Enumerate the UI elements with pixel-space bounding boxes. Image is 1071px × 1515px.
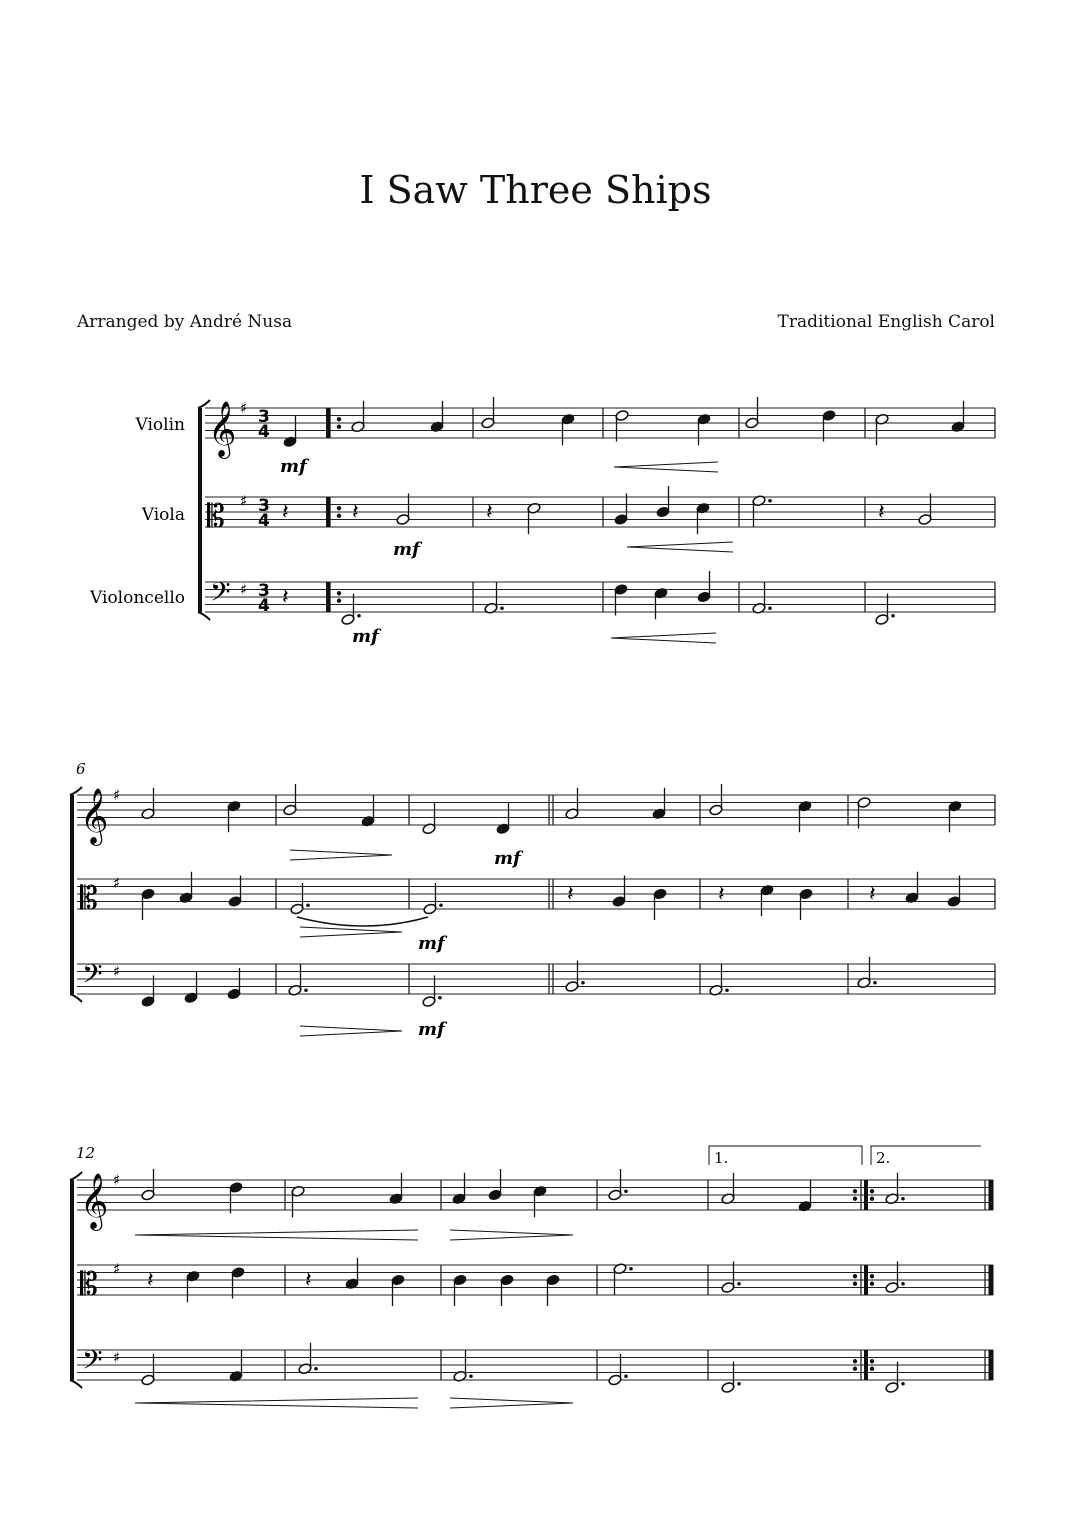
score-title: I Saw Three Ships bbox=[359, 168, 712, 212]
quarter-rest: 𝄽 bbox=[567, 882, 574, 907]
repeat-dot bbox=[853, 1282, 857, 1286]
dynamic-mf: mf bbox=[418, 1019, 445, 1040]
bracket-cap bbox=[198, 612, 210, 620]
crescendo-hairpin bbox=[135, 1230, 418, 1240]
bass-clef-icon: 𝄢 bbox=[82, 958, 103, 996]
crescendo-hairpin bbox=[135, 1398, 418, 1408]
repeat-dot bbox=[870, 1274, 874, 1278]
note-dot bbox=[306, 903, 310, 907]
repeat-dot bbox=[337, 506, 341, 510]
key-signature-sharp: ♯ bbox=[240, 399, 248, 417]
decrescendo-hairpin bbox=[300, 1026, 402, 1036]
key-signature-sharp: ♯ bbox=[113, 1171, 121, 1189]
repeat-dot bbox=[337, 599, 341, 603]
decrescendo-hairpin bbox=[300, 927, 402, 937]
repeat-dot bbox=[337, 417, 341, 421]
note-dot bbox=[891, 614, 895, 618]
note-dot bbox=[314, 1367, 318, 1371]
dynamic-mf: mf bbox=[280, 456, 307, 477]
decrescendo-hairpin bbox=[450, 1398, 573, 1408]
note-dot bbox=[737, 1282, 741, 1286]
treble-clef-icon: 𝄞 bbox=[208, 401, 237, 457]
time-signature-denominator: 4 bbox=[258, 596, 270, 616]
key-signature-sharp: ♯ bbox=[113, 962, 121, 981]
note-dot bbox=[500, 606, 504, 610]
note-dot bbox=[901, 1382, 905, 1386]
decrescendo-hairpin bbox=[450, 1230, 573, 1240]
system-3 bbox=[70, 1144, 993, 1408]
dynamic-mf: mf bbox=[393, 539, 420, 560]
dynamic-mf: mf bbox=[352, 626, 379, 647]
volta-bracket-1 bbox=[709, 1146, 862, 1165]
note-dot bbox=[624, 1189, 628, 1193]
repeat-dot bbox=[853, 1189, 857, 1193]
repeat-dot bbox=[337, 425, 341, 429]
dynamic-mf: mf bbox=[494, 848, 521, 869]
repeat-dot bbox=[870, 1367, 874, 1371]
time-signature-numerator: 3 bbox=[258, 496, 270, 516]
alto-clef-icon: 𝄡 bbox=[207, 497, 225, 535]
bass-clef-icon: 𝄢 bbox=[210, 576, 231, 614]
dynamic-mf: mf bbox=[418, 933, 445, 954]
note-dot bbox=[873, 981, 877, 985]
repeat-dot bbox=[870, 1282, 874, 1286]
bracket-cap bbox=[70, 994, 82, 1002]
quarter-rest: 𝄽 bbox=[486, 500, 493, 525]
note-dot bbox=[581, 981, 585, 985]
quarter-rest: 𝄽 bbox=[352, 500, 359, 525]
crescendo-hairpin bbox=[627, 542, 733, 552]
note-dot bbox=[901, 1197, 905, 1201]
note-dot bbox=[438, 996, 442, 1000]
key-signature-sharp: ♯ bbox=[113, 1348, 121, 1367]
bracket-cap bbox=[70, 1380, 82, 1388]
key-signature-sharp: ♯ bbox=[240, 580, 248, 599]
measure-number: 6 bbox=[76, 760, 86, 778]
system-1 bbox=[89, 397, 995, 647]
tie bbox=[297, 917, 428, 926]
key-signature-sharp: ♯ bbox=[113, 873, 121, 892]
quarter-rest: 𝄽 bbox=[282, 585, 289, 610]
repeat-dot bbox=[853, 1197, 857, 1201]
decrescendo-hairpin bbox=[290, 850, 392, 860]
instrument-label-violin: Violin bbox=[135, 415, 185, 435]
note-dot bbox=[725, 988, 729, 992]
key-signature-sharp: ♯ bbox=[113, 786, 121, 804]
composer-credit: Traditional English Carol bbox=[777, 312, 995, 332]
key-signature-sharp: ♯ bbox=[240, 491, 248, 510]
system-2 bbox=[70, 760, 995, 1040]
arranger-credit: Arranged by André Nusa bbox=[77, 312, 293, 332]
repeat-dot bbox=[870, 1197, 874, 1201]
alto-clef-icon: 𝄡 bbox=[80, 879, 98, 917]
quarter-rest: 𝄽 bbox=[869, 882, 876, 907]
note-dot bbox=[629, 1267, 633, 1271]
note-dot bbox=[901, 1282, 905, 1286]
crescendo-hairpin bbox=[614, 462, 718, 472]
repeat-dot bbox=[853, 1359, 857, 1363]
repeat-dot bbox=[853, 1367, 857, 1371]
repeat-dot bbox=[853, 1274, 857, 1278]
treble-clef-icon: 𝄞 bbox=[80, 788, 109, 844]
quarter-rest: 𝄽 bbox=[878, 500, 885, 525]
crescendo-hairpin bbox=[611, 633, 716, 643]
volta-label-2: 2. bbox=[876, 1149, 891, 1167]
note-dot bbox=[737, 1382, 741, 1386]
time-signature-denominator: 4 bbox=[258, 511, 270, 531]
quarter-rest: 𝄽 bbox=[282, 500, 289, 525]
repeat-dot bbox=[337, 591, 341, 595]
repeat-dot bbox=[337, 514, 341, 518]
key-signature-sharp: ♯ bbox=[113, 1259, 121, 1278]
quarter-rest: 𝄽 bbox=[305, 1268, 312, 1293]
repeat-dot bbox=[870, 1189, 874, 1193]
note-dot bbox=[469, 1374, 473, 1378]
time-signature-denominator: 4 bbox=[258, 422, 270, 442]
time-signature-numerator: 3 bbox=[258, 581, 270, 601]
volta-label-1: 1. bbox=[714, 1149, 729, 1167]
note-dot bbox=[357, 614, 361, 618]
quarter-rest: 𝄽 bbox=[718, 882, 725, 907]
instrument-label-violoncello: Violoncello bbox=[90, 588, 185, 608]
repeat-dot bbox=[870, 1359, 874, 1363]
treble-clef-icon: 𝄞 bbox=[80, 1173, 109, 1229]
note-dot bbox=[624, 1374, 628, 1378]
time-signature-numerator: 3 bbox=[258, 407, 270, 427]
instrument-label-viola: Viola bbox=[141, 505, 185, 525]
note-dot bbox=[768, 606, 772, 610]
measure-number: 12 bbox=[76, 1144, 96, 1162]
quarter-rest: 𝄽 bbox=[147, 1268, 154, 1293]
alto-clef-icon: 𝄡 bbox=[80, 1265, 98, 1303]
note-dot bbox=[768, 499, 772, 503]
bass-clef-icon: 𝄢 bbox=[82, 1344, 103, 1382]
note-dot bbox=[304, 988, 308, 992]
note-dot bbox=[439, 903, 443, 907]
